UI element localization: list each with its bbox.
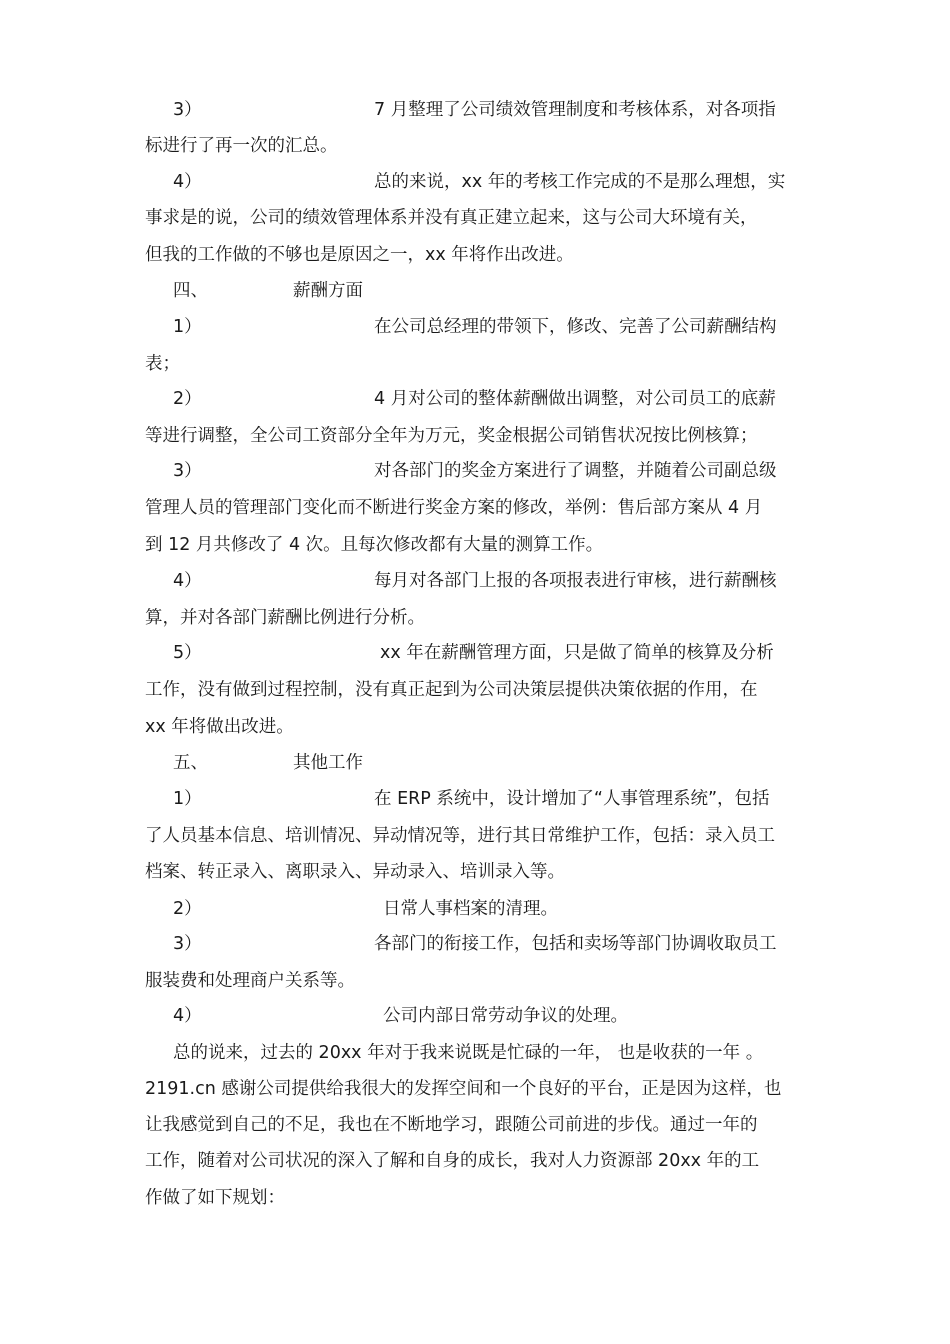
item-text: 工作，没有做到过程控制，没有真正起到为公司决策层提供决策依据的作用，在: [145, 680, 758, 700]
item-text: 每月对各部门上报的各项报表进行审核，进行薪酬核: [374, 571, 777, 591]
item-text: 管理人员的管理部门变化而不断进行奖金方案的修改，举例：售后部方案从 4 月: [145, 498, 763, 518]
list-item: [0, 164, 950, 200]
list-item: [0, 998, 950, 1034]
item-number: 1）: [173, 789, 202, 809]
paragraph-text: 工作，随着对公司状况的深入了解和自身的成长，我对人力资源部 20xx 年的工: [145, 1151, 760, 1171]
text-line: [0, 963, 950, 999]
item-text: 7 月整理了公司绩效管理制度和考核体系，对各项指: [374, 100, 776, 120]
item-number: 3）: [173, 461, 202, 481]
item-text: 各部门的衔接工作，包括和卖场等部门协调收取员工: [374, 934, 777, 954]
section-heading: [0, 273, 950, 309]
item-number: 4）: [173, 1006, 202, 1026]
list-item: [0, 309, 950, 345]
item-text: 等进行调整，全公司工资部分全年为万元，奖金根据公司销售状况按比例核算；: [145, 426, 758, 446]
section-number: 四、: [173, 281, 208, 301]
paragraph-text: 作做了如下规划：: [145, 1188, 285, 1208]
item-text: 服装费和处理商户关系等。: [145, 971, 355, 991]
paragraph-line: [0, 1180, 950, 1216]
list-item: [0, 635, 950, 671]
item-text: 算，并对各部门薪酬比例进行分析。: [145, 608, 425, 628]
item-number: 2）: [173, 899, 202, 919]
text-line: [0, 672, 950, 708]
text-line: [0, 346, 950, 382]
item-number: 5）: [173, 643, 202, 663]
item-text: 公司内部日常劳动争议的处理。: [383, 1006, 628, 1026]
item-text: xx 年在薪酬管理方面，只是做了简单的核算及分析: [380, 643, 774, 663]
item-number: 3）: [173, 934, 202, 954]
section-title: 薪酬方面: [293, 281, 363, 301]
text-line: [0, 818, 950, 854]
item-text: 档案、转正录入、离职录入、异动录入、培训录入等。: [145, 862, 565, 882]
item-text: 在公司总经理的带领下，修改、完善了公司薪酬结构: [374, 317, 777, 337]
item-text: 标进行了再一次的汇总。: [145, 136, 338, 156]
text-line: [0, 237, 950, 273]
list-item: [0, 926, 950, 962]
paragraph-line: [0, 1035, 950, 1071]
text-line: [0, 200, 950, 236]
list-item: [0, 92, 950, 128]
paragraph-line: [0, 1107, 950, 1143]
list-item: [0, 781, 950, 817]
text-line: [0, 490, 950, 526]
item-number: 4）: [173, 172, 202, 192]
item-text: 在 ERP 系统中，设计增加了“人事管理系统”，包括: [374, 789, 770, 809]
item-number: 4）: [173, 571, 202, 591]
text-line: [0, 418, 950, 454]
paragraph-line: [0, 1071, 950, 1107]
item-number: 1）: [173, 317, 202, 337]
list-item: [0, 381, 950, 417]
text-line: [0, 600, 950, 636]
item-text: 事求是的说，公司的绩效管理体系并没有真正建立起来，这与公司大环境有关，: [145, 208, 758, 228]
list-item: [0, 453, 950, 489]
list-item: [0, 891, 950, 927]
paragraph-text: 2191.cn 感谢公司提供给我很大的发挥空间和一个良好的平台，正是因为这样，也: [145, 1079, 782, 1099]
text-line: [0, 854, 950, 890]
item-number: 2）: [173, 389, 202, 409]
text-line: [0, 527, 950, 563]
item-text: 总的来说，xx 年的考核工作完成的不是那么理想，实: [374, 172, 786, 192]
paragraph-text: 总的说来，过去的 20xx 年对于我来说既是忙碌的一年， 也是收获的一年 。: [173, 1043, 764, 1063]
list-item: [0, 563, 950, 599]
section-title: 其他工作: [293, 753, 363, 773]
text-line: [0, 709, 950, 745]
paragraph-line: [0, 1143, 950, 1179]
item-text: 对各部门的奖金方案进行了调整，并随着公司副总级: [374, 461, 777, 481]
item-text: 了人员基本信息、培训情况、异动情况等，进行其日常维护工作，包括：录入员工: [145, 826, 775, 846]
item-text: xx 年将做出改进。: [145, 717, 294, 737]
section-heading: [0, 745, 950, 781]
item-text: 但我的工作做的不够也是原因之一，xx 年将作出改进。: [145, 245, 574, 265]
item-text: 日常人事档案的清理。: [383, 899, 558, 919]
item-text: 到 12 月共修改了 4 次。且每次修改都有大量的测算工作。: [145, 535, 604, 555]
paragraph-text: 让我感觉到自己的不足，我也在不断地学习，跟随公司前进的步伐。通过一年的: [145, 1115, 758, 1135]
item-text: 4 月对公司的整体薪酬做出调整，对公司员工的底薪: [374, 389, 776, 409]
text-line: [0, 128, 950, 164]
item-number: 3）: [173, 100, 202, 120]
section-number: 五、: [173, 753, 208, 773]
item-text: 表；: [145, 354, 180, 374]
